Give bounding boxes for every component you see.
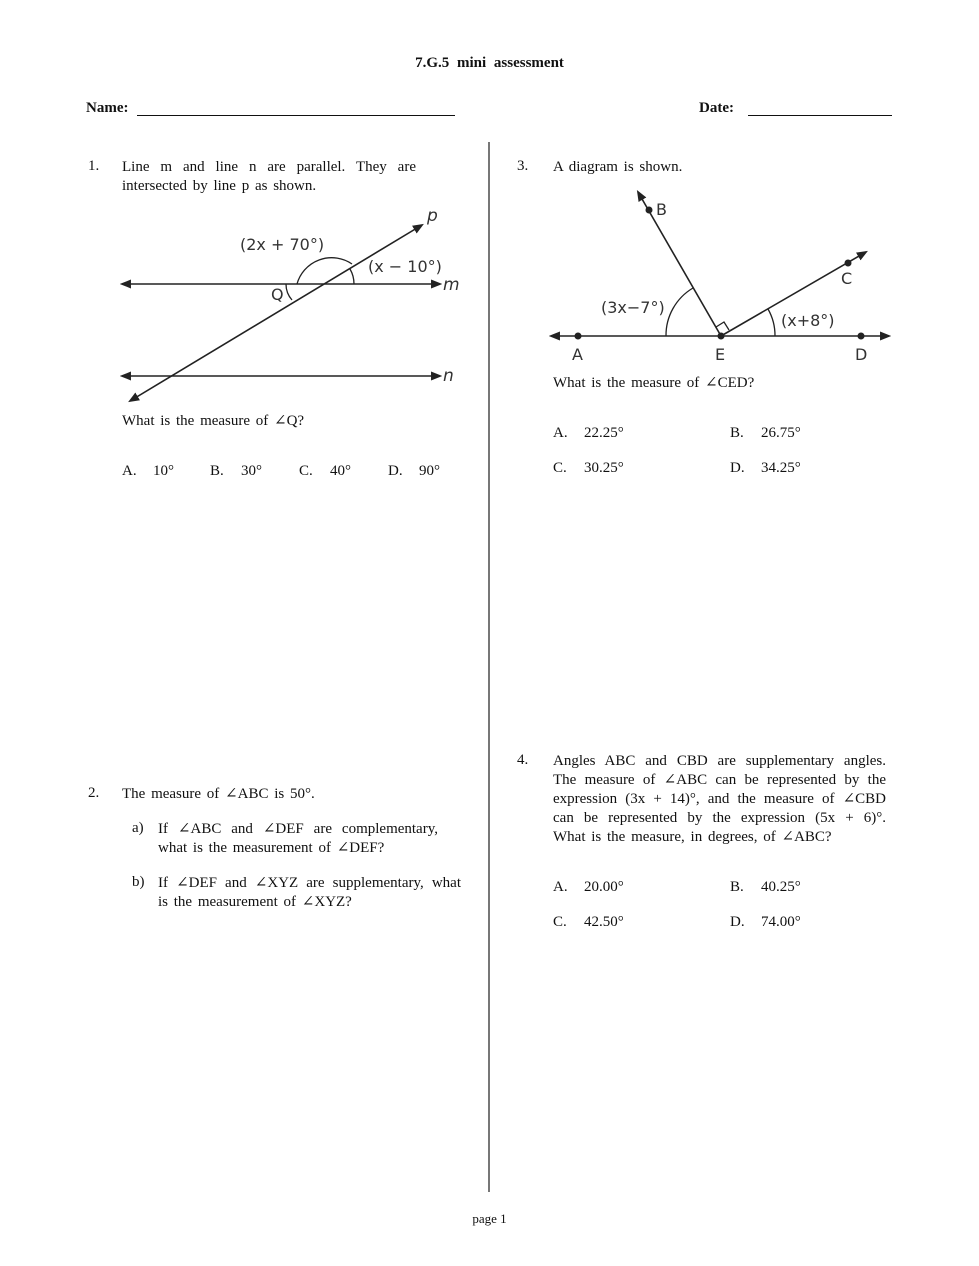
option-value: 22.25° [584,425,624,441]
q2-part-a-text: If ∠ABC and ∠DEF are complementary, what is the measurement of ∠DEF? [158,821,438,856]
q3-text: A diagram is shown. [553,159,683,175]
point-d [858,333,865,340]
column-divider [488,142,490,1192]
option-value: 42.50° [584,914,624,930]
point-a [575,333,582,340]
q1-question: What is the measure of ∠Q? [122,413,305,429]
q4-number: 4. [517,752,529,768]
q2-text: The measure of ∠ABC is 50°. [122,786,315,802]
label-a: A [572,345,583,364]
q2-number: 2. [88,785,100,801]
q1-figure [110,200,470,410]
q3-option-d[interactable] [730,460,801,477]
label-e: E [715,345,726,364]
q4-option-d[interactable] [730,914,801,931]
option-letter: A. [553,879,568,895]
angle-arc-left [297,258,352,284]
option-value: 34.25° [761,460,801,476]
q1-option-d[interactable] [388,463,440,480]
q4-text: Angles ABC and CBD are supplementary angles. The measure of ∠ABC can be represented by the expression (3x + 14)°, and the measure of ∠CBD can be represented by the expression (5x + 6)°. What is the measure, in degrees, of ∠ABC? [553,753,886,845]
option-value: 30° [241,463,262,479]
label-q: Q [271,285,284,304]
right-angle-mark [716,322,729,330]
q4-option-c[interactable] [553,914,624,931]
option-letter: A. [553,425,568,441]
q3-number: 3. [517,158,529,174]
option-letter: D. [730,914,745,930]
name-label: Name: [86,100,129,116]
q3-figure [545,185,895,370]
angle-label-right: (x+8°) [781,311,835,330]
option-letter: D. [388,463,403,479]
point-b [646,207,653,214]
angle-label-left: (3x−7°) [601,298,665,317]
option-letter: B. [210,463,224,479]
angle-arc-right [350,269,354,284]
option-letter: A. [122,463,137,479]
q3-question: What is the measure of ∠CED? [553,375,755,391]
option-letter: B. [730,879,744,895]
q1-option-b[interactable] [210,463,262,480]
q4-option-a[interactable] [553,879,624,896]
q3-option-b[interactable] [730,425,801,442]
option-value: 20.00° [584,879,624,895]
point-c [845,260,852,267]
option-letter: C. [553,460,567,476]
option-value: 40° [330,463,351,479]
date-field-line[interactable] [748,115,892,116]
label-b: B [656,200,667,219]
label-c: C [841,269,853,288]
angle-arc-aeb [666,288,693,336]
q1-option-a[interactable] [122,463,174,480]
q2-part-b-label: b) [132,874,145,890]
q1-number: 1. [88,158,100,174]
name-field-line[interactable] [137,115,455,116]
option-value: 30.25° [584,460,624,476]
q2-part-b-text: If ∠DEF and ∠XYZ are supplementary, what is the measurement of ∠XYZ? [158,875,461,910]
date-label: Date: [699,100,734,116]
option-value: 90° [419,463,440,479]
label-d: D [855,345,868,364]
label-p: p [427,206,438,226]
q3-option-c[interactable] [553,460,624,477]
q1-text: Line m and line n are parallel. They are intersected by line p as shown. [122,159,416,194]
q3-option-a[interactable] [553,425,624,442]
point-e [718,333,725,340]
option-value: 74.00° [761,914,801,930]
option-value: 40.25° [761,879,801,895]
page-number: page 1 [472,1211,507,1226]
angle-arc-ced [768,309,775,336]
angle-label-left: (2x + 70°) [240,235,325,254]
label-m: m [443,275,460,295]
option-letter: C. [553,914,567,930]
angle-label-right: (x − 10°) [368,257,442,276]
q1-option-c[interactable] [299,463,351,480]
page-title: 7.G.5 mini assessment [415,55,564,71]
option-letter: B. [730,425,744,441]
q2-part-a-label: a) [132,820,144,836]
option-value: 10° [153,463,174,479]
option-letter: C. [299,463,313,479]
label-n: n [443,366,454,386]
q4-option-b[interactable] [730,879,801,896]
option-letter: D. [730,460,745,476]
angle-arc-q [286,284,292,300]
option-value: 26.75° [761,425,801,441]
